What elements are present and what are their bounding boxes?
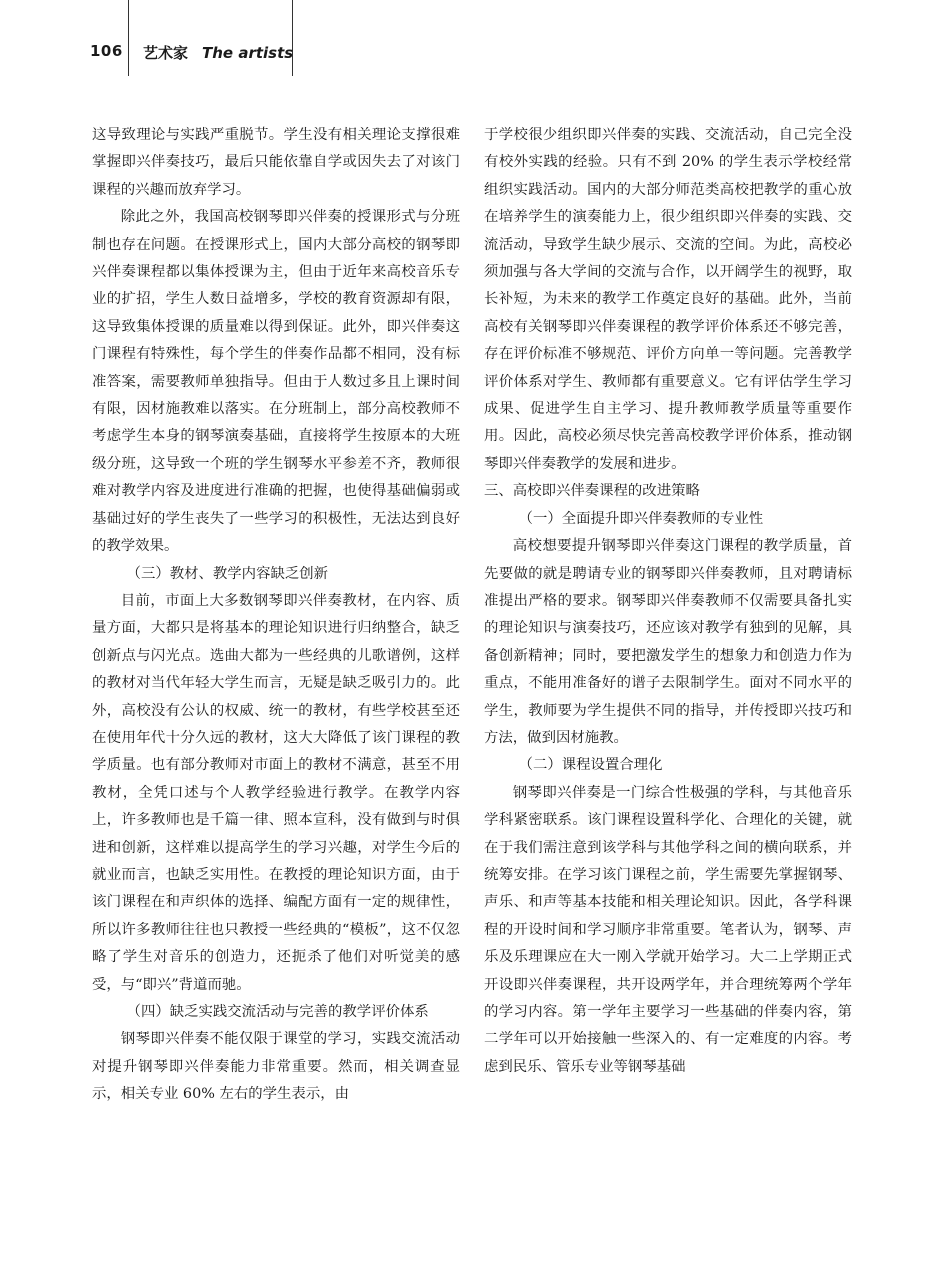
paragraph: 除此之外，我国高校钢琴即兴伴奏的授课形式与分班制也存在问题。在授课形式上，国内大部分高校的钢琴即兴伴奏课程都以集体授课为主，但由于近年来高校音乐专业的扩招，学生人数日益增多，学校的教育资源却有限，这导致集体授课的质量难以得到保证。此外，即兴伴奏这门课程有特殊性，每个学生的伴奏作品都不相同，没有标准答案，需要教师单独指导。但由于人数过多且上课时间有限，因材施教难以落实。在分班制上，部分高校教师不考虑学生本身的钢琴演奏基础，直接将学生按原本的大班级分班，这导致一个班的学生钢琴水平参差不齐，教师很难对教学内容及进度进行准确的把握，也使得基础偏弱或基础过好的学生丧失了一些学习的积极性，无法达到良好的教学效果。 [92,209,460,555]
paragraph: 目前，市面上大多数钢琴即兴伴奏教材，在内容、质量方面，大都只是将基本的理论知识进行归纳整合，缺乏创新点与闪光点。选曲大都为一些经典的儿歌谱例，这样的教材对当代年轻大学生而言，无疑是缺乏吸引力的。此外，高校没有公认的权威、统一的教材，有些学校甚至还在使用年代十分久远的教材，这大大降低了该门课程的教学质量。也有部分教师对市面上的教材不满意，甚至不用教材，全凭口述与个人教学经验进行教学。在教学内容上，许多教师也是千篇一律、照本宣科，没有做到与时俱进和创新，这样难以提高学生的学习兴趣，对学生今后的就业而言，也缺乏实用性。在教授的理论知识方面，由于该门课程在和声织体的选择、编配方面有一定的规律性，所以许多教师往往也只教授一些经典的“模板”，这不仅忽略了学生对音乐的创造力，还扼杀了他们对听觉美的感受，与“即兴”背道而驰。 [92,592,460,993]
subsection-heading: （一）全面提升即兴伴奏教师的专业性 [518,510,764,527]
header-divider-left [128,0,129,76]
paragraph: 这导致理论与实践严重脱节。学生没有相关理论支撑很难掌握即兴伴奏技巧，最后只能依靠自学或因失去了对该门课程的兴趣而放弃学习。 [92,127,460,198]
header-divider-right [292,0,293,76]
paragraph: 钢琴即兴伴奏是一门综合性极强的学科，与其他音乐学科紧密联系。该门课程设置科学化、合理化的关键，就在于我们需注意到该学科与其他学科之间的横向联系，并统筹安排。在学习该门课程之前，学生需要先掌握钢琴、声乐、和声等基本技能和相关理论知识。因此，各学科课程的开设时间和学习顺序非常重要。笔者认为，钢琴、声乐及乐理课应在大一刚入学就开始学习。大二上学期正式开设即兴伴奏课程，共开设两学年，并合理统筹两个学年的学习内容。第一学年主要学习一些基础的伴奏内容，第二学年可以开始接触一些深入的、有一定难度的内容。考虑到民乐、管乐专业等钢琴基础 [484,784,852,1075]
paragraph: 高校想要提升钢琴即兴伴奏这门课程的教学质量，首先要做的就是聘请专业的钢琴即兴伴奏教师，且对聘请标准提出严格的要求。钢琴即兴伴奏教师不仅需要具备扎实的理论知识与演奏技巧，还应该对教学有独到的见解，具备创新精神；同时，要把激发学生的想象力和创造力作为重点，不能用准备好的谱子去限制学生。面对不同水平的学生，教师要为学生提供不同的指导，并传授即兴技巧和方法，做到因材施教。 [484,538,852,746]
journal-title-en: The artists [202,44,294,62]
paragraph: 钢琴即兴伴奏不能仅限于课堂的学习，实践交流活动对提升钢琴即兴伴奏能力非常重要。然而，相关调查显示，相关专业 60% 左右的学生表示，由 [92,1031,460,1103]
right-column [484,122,852,1192]
subsection-heading: （四）缺乏实践交流活动与完善的教学评价体系 [126,1004,429,1020]
page-number: 106 [90,42,123,60]
paragraph: 于学校很少组织即兴伴奏的实践、交流活动，自己完全没有校外实践的经验。只有不到 20% 的学生表示学校经常组织实践活动。国内的大部分师范类高校把教学的重心放在培养学生的演奏能力上，很少组织即兴伴奏的实践、交流活动，导致学生缺少展示、交流的空间。为此，高校必须加强与各大学间的交流与合作，以开阔学生的视野，取长补短，为未来的教学工作奠定良好的基础。此外，当前高校有关钢琴即兴伴奏课程的教学评价体系还不够完善，存在评价标准不够规范、评价方向单一等问题。完善教学评价体系对学生、教师都有重要意义。它有评估学生学习成果、促进学生自主学习、提升教师教学质量等重要作用。因此，高校必须尽快完善高校教学评价体系，推动钢琴即兴伴奏教学的发展和进步。 [484,127,852,472]
journal-title [143,42,293,63]
subsection-heading: （三）教材、教学内容缺乏创新 [126,565,329,582]
left-column [92,122,460,1192]
page-header [0,0,950,80]
section-heading: 三、高校即兴伴奏课程的改进策略 [484,483,700,500]
subsection-heading: （二）课程设置合理化 [518,757,663,774]
journal-title-cn: 艺术家 [143,44,189,62]
